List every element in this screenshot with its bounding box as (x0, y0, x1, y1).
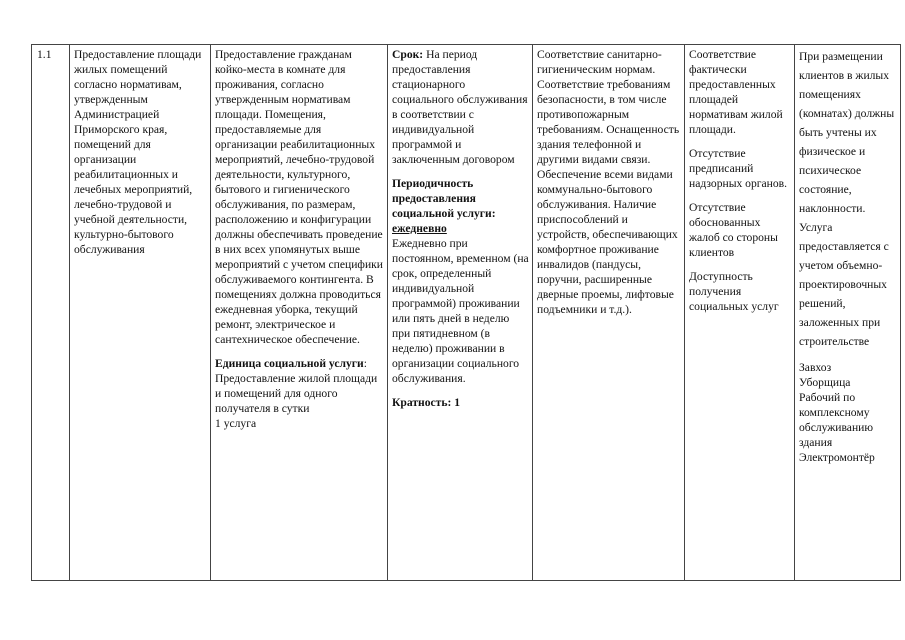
service-unit-value: 1 услуга (215, 417, 257, 430)
notes-text: При размещении клиентов в жилых помещениях (комнатах) должны быть учтены их физическое и психическое состояние, наклонности. Услуга предоставляется с учетом объемно-проектировочных решений, заложенных при строительстве (799, 50, 895, 348)
staff-item: Рабочий по комплексному обслуживанию здания (799, 391, 874, 449)
service-unit-heading (215, 356, 384, 371)
quality-criteria: Соответствие санитарно-гигиеническим нормам. Соответствие требованиям безопасности, в том числе противопожарным требованиям. Оснащенность здания телефонной и другими видами связи. Обеспечение всеми видами коммунально-бытового обслуживания. Наличие приспособлений и устройств, обеспечивающих комфортное проживание инвалидов (пандусы, поручни, расширенные дверные проемы, лифтовые подъемники и т.д.). (537, 48, 680, 316)
staff-item: Завхоз (799, 361, 832, 374)
term-paragraph (392, 47, 529, 167)
term-text: На период предоставления стационарного социального обслуживания в соответствии с индивидуальной программой и заключенным договором (392, 48, 528, 166)
service-description: Предоставление гражданам койко-места в комнате для проживания, согласно утвержденным нормативам площади. Помещения, предоставляемые для организации реабилитационных мероприятий, лечебно-трудовой деятельности, культурного, бытового и гигиенического обслуживания, по размерам, расположению и конфигурации должны обеспечивать проведение в них всех упомянутых выше мероприятий с учетом специфики обслуживаемого контингента. В помещениях должна проводиться ежедневная уборка, текущий ремонт, электрическое и сантехническое обеспечение. (215, 48, 383, 346)
service-name: Предоставление площади жилых помещений согласно нормативам, утвержденным Администрацией Приморского края, помещений для организации реабилитационных и лечебных мероприятий, лечебно-трудовой и учебной деятельности, культурно-бытового обслуживания (74, 48, 202, 256)
staff-item: Уборщица (799, 376, 851, 389)
evaluation-item: Соответствие фактически предоставленных площадей нормативам жилой площади. (689, 48, 783, 136)
row-number: 1.1 (37, 48, 52, 61)
services-table (31, 44, 901, 581)
service-name-cell (70, 45, 211, 581)
service-unit-text: Предоставление жилой площади и помещений для одного получателя в сутки (215, 372, 378, 415)
period-value: ежедневно (392, 222, 447, 235)
unit-label: Единица социальной услуги (215, 357, 364, 370)
period-text: Ежедневно при постоянном, временном (на срок, определенный индивидуальной программой) проживании или пять дней в неделю при пятидневном (в неделю) проживании в организации социального обслуживания. (392, 237, 529, 385)
evaluation-cell (685, 45, 795, 581)
period-label: Периодичность предоставления социальной услуги: (392, 177, 496, 220)
row-number-cell (32, 45, 70, 581)
term-label: Срок: (392, 48, 424, 61)
service-description-cell (211, 45, 388, 581)
unit-colon: : (363, 357, 367, 370)
evaluation-item: Доступность получения социальных услуг (689, 270, 779, 313)
notes-cell (795, 45, 901, 581)
evaluation-item: Отсутствие предписаний надзорных органов. (689, 147, 788, 190)
table-row (32, 45, 901, 581)
evaluation-item: Отсутствие обоснованных жалоб со стороны клиентов (689, 201, 778, 259)
multiplicity: Кратность: 1 (392, 396, 461, 409)
staff-item: Электромонтёр (799, 451, 875, 464)
service-conditions-cell (388, 45, 533, 581)
quality-criteria-cell (533, 45, 685, 581)
